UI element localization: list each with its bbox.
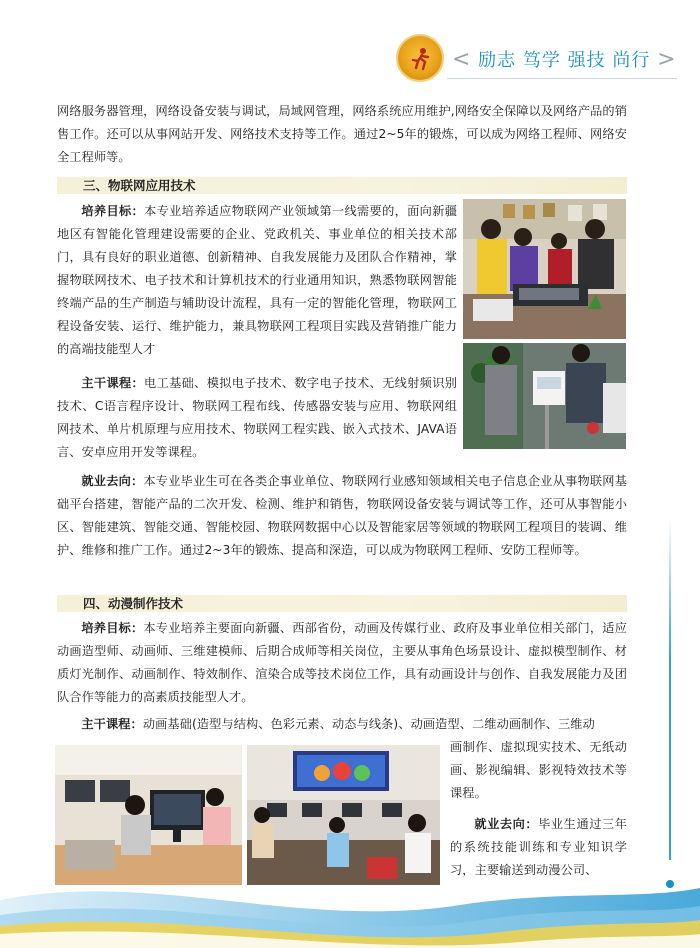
anim-course-label: 主干课程： bbox=[81, 717, 143, 731]
iot-course-label: 主干课程： bbox=[81, 376, 145, 390]
anim-course-text-line1: 动画基础(造型与结构、色彩元素、动态与线条)、动画造型、二维动画制作、三维动 bbox=[142, 717, 595, 731]
iot-course-text: 电工基础、模拟电子技术、数字电子技术、无线射频识别技术、C语言程序设计、物联网工程布线、传感器安装与应用、物联网组网技术、单片机原理与应用技术、物联网工程实践、嵌入式技术、JAVA语言、安卓应用开发等课程。 bbox=[57, 376, 458, 459]
page-header bbox=[0, 28, 700, 98]
anim-career-text: 毕业生通过三年的系统技能训练和专业知识学习，主要输送到动漫公司、 bbox=[450, 817, 627, 877]
intro-paragraph: 网络服务器管理，网络设备安装与调试，局域网管理，网络系统应用维护,网络安全保障以及网络产品的销售工作。还可以从事网站开发、网络技术支持等工作。通过2~5年的锻炼，可以成为网络工程师、网络安全工程师等。 bbox=[57, 104, 627, 164]
iot-goal-label: 培养目标： bbox=[81, 204, 145, 218]
section-title-animation: 四、动漫制作技术 bbox=[57, 595, 627, 612]
decorative-vertical-rule bbox=[669, 520, 671, 860]
runner-icon bbox=[408, 46, 434, 72]
anim-course-paragraph bbox=[57, 713, 627, 736]
anim-career-label: 就业去向： bbox=[474, 817, 539, 831]
school-logo-icon bbox=[396, 34, 444, 82]
iot-goal-paragraph bbox=[57, 200, 457, 361]
iot-career-label: 就业去向： bbox=[81, 474, 144, 488]
iot-goal-text: 本专业培养适应物联网产业领域第一线需要的，面向新疆地区有智能化管理建设需要的企业、党政机关、事业单位的相关技术部门，具有良好的职业道德、创新精神、自我发展能力及团队合作精神，掌握物联网技术、电子技术和计算机技术的行业通用知识，熟悉物联网智能终端产品的生产制造与辅助设计流程，具有一定的智能化管理，物联网工程设备安装、运行、维护能力，兼具物联网工程项目实践及营销推广能力的高端技能型人才 bbox=[57, 204, 458, 356]
header-divider bbox=[447, 78, 677, 79]
anim-course-continuation: 画制作、虚拟现实技术、无纸动画、影视编辑、影视特效技术等课程。 bbox=[450, 740, 627, 800]
school-motto bbox=[452, 46, 692, 72]
anim-goal-paragraph bbox=[57, 617, 627, 709]
iot-course-paragraph bbox=[57, 372, 457, 464]
anim-goal-text: 本专业培养主要面向新疆、西部省份，动画及传媒行业、政府及事业单位相关部门，适应动画造型师、动画师、三维建模师、后期合成师等相关岗位，主要从事角色场景设计、虚拟模型制作、材质灯光制作、动画制作、特效制作、渲染合成等技术岗位工作，具有动画设计与创作、自我发展能力及团队合作等能力的高素质技能型人才。 bbox=[57, 621, 627, 704]
iot-lab-photo-2 bbox=[463, 343, 626, 449]
iot-career-text: 本专业毕业生可在各类企事业单位、物联网行业感知领域相关电子信息企业从事物联网基础平台搭建，智能产品的二次开发、检测、维护和销售，物联网设备安装与调试等工作，还可从事智能小区、智能建筑、智能交通、智能校园、物联网数据中心以及智能家居等领域的物联网工程项目的装调、维护、维修和推广工作。通过2~3年的锻炼、提高和深造，可以成为物联网工程师、安防工程师等。 bbox=[57, 474, 627, 557]
section-title-iot: 三、物联网应用技术 bbox=[57, 177, 627, 194]
iot-career-paragraph bbox=[57, 470, 627, 562]
anim-goal-label: 培养目标： bbox=[81, 621, 144, 635]
motto-text: 励志 笃学 强技 尚行 bbox=[478, 50, 651, 71]
iot-lab-photo-1 bbox=[463, 199, 626, 339]
motto-open-bracket: < bbox=[452, 47, 472, 72]
decorative-wave bbox=[0, 860, 700, 948]
motto-close-bracket: > bbox=[657, 47, 677, 72]
